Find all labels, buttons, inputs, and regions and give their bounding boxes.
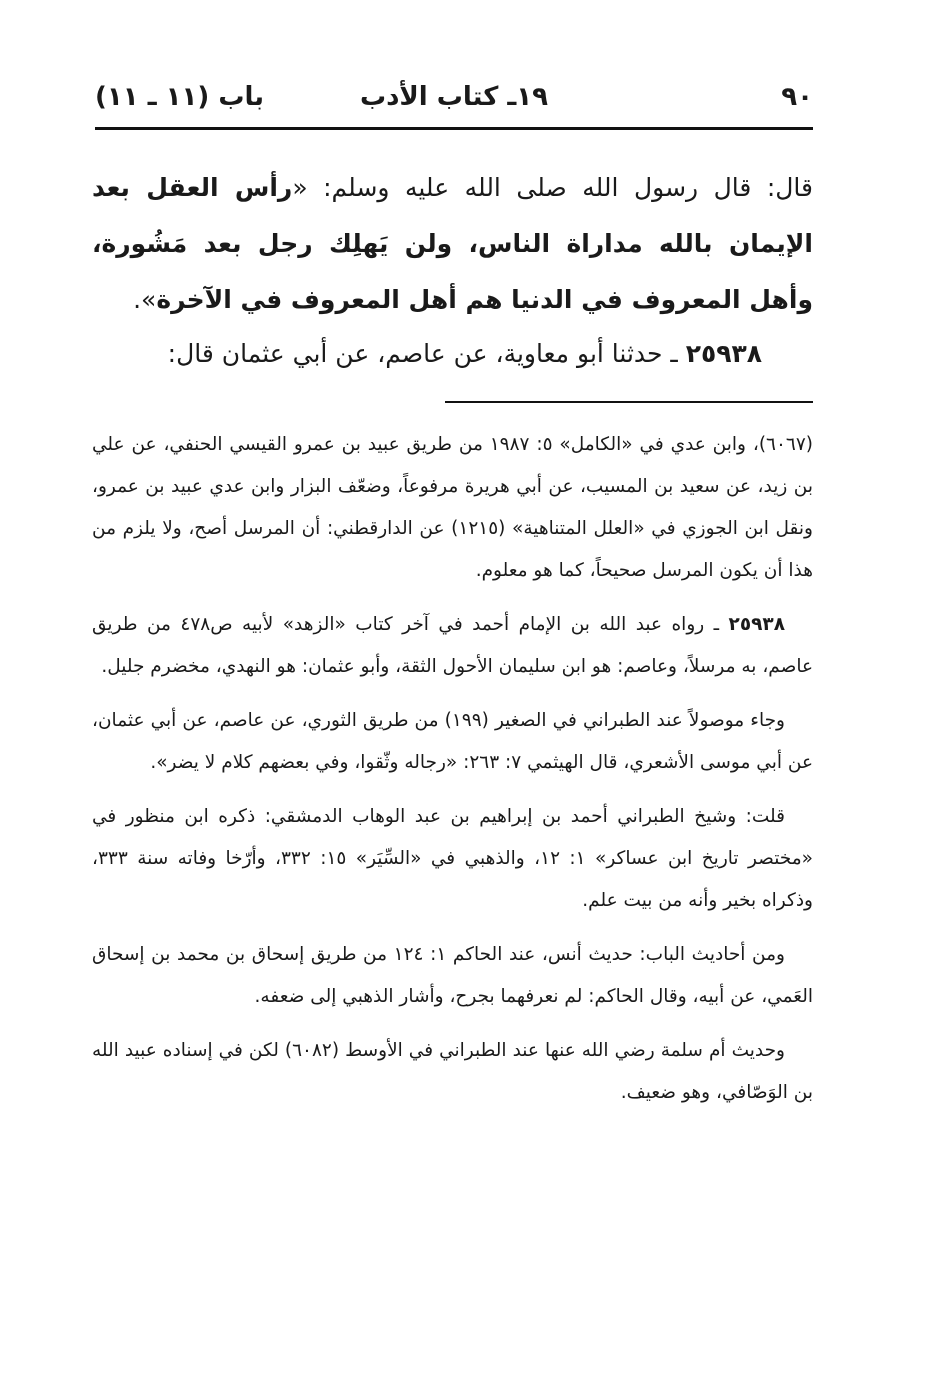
footnote-text: وحديث أم سلمة رضي الله عنها عند الطبراني في الأوسط (٦٠٨٢) لكن في إسناده عبيد الله بن الوَصّافي، وهو ضعيف. bbox=[92, 1040, 813, 1103]
hadith-quote: رأس العقل بعد الإيمان بالله مداراة الناس، ولن يَهلِك رجل بعد مَشُورة، وأهل المعروف في الدنيا هم أهل المعروف في الآخرة bbox=[92, 173, 813, 314]
running-header bbox=[95, 82, 813, 122]
footnote-paragraph bbox=[92, 934, 813, 1018]
hadith-closing: ». bbox=[133, 285, 157, 314]
footnote-paragraph bbox=[92, 796, 813, 922]
footnotes bbox=[92, 424, 813, 1126]
hadith-number: ٢٥٩٣٨ bbox=[685, 339, 762, 368]
footnote-text: وجاء موصولاً عند الطبراني في الصغير (١٩٩) من طريق الثوري، عن عاصم، عن أبي عثمان، عن أبي موسى الأشعري، قال الهيثمي ٧: ٢٦٣: «رجاله وثّقوا، وفي بعضهم كلام لا يضر». bbox=[92, 710, 813, 773]
footnote-paragraph bbox=[92, 700, 813, 784]
footnote-text: ـ رواه عبد الله بن الإمام أحمد في آخر كتاب «الزهد» لأبيه ص٤٧٨ من طريق عاصم، به مرسلاً، وعاصم: هو ابن سليمان الأحول الثقة، وأبو عثمان: هو النهدي، مخضرم جليل. bbox=[92, 614, 813, 677]
header-rule bbox=[95, 127, 813, 130]
page-number: ٩٠ bbox=[781, 82, 813, 112]
footnote-number: ٢٥٩٣٨ bbox=[728, 614, 785, 635]
footnote-text: قلت: وشيخ الطبراني أحمد بن إبراهيم بن عبد الوهاب الدمشقي: ذكره ابن منظور في «مختصر تاريخ ابن عساكر» ١: ١٢، والذهبي في «السِّيَر» ١٥: ٣٣٢، وأرّخا وفاته سنة ٣٣٣، وذكراه بخير وأنه من بيت علم. bbox=[92, 806, 813, 911]
footnote-separator bbox=[445, 401, 813, 403]
main-text bbox=[92, 160, 813, 328]
footnote-text: ومن أحاديث الباب: حديث أنس، عند الحاكم ١: ١٢٤ من طريق إسحاق بن محمد بن إسحاق العَمي، عن أبيه، وقال الحاكم: لم نعرفهما بجرح، وأشار الذهبي إلى ضعفه. bbox=[92, 944, 813, 1007]
footnote-paragraph bbox=[92, 424, 813, 592]
chapter-label: باب (١١ ـ ١١) bbox=[95, 82, 264, 112]
footnote-text: (٦٠٦٧)، وابن عدي في «الكامل» ٥: ١٩٨٧ من طريق عبيد بن عمرو القيسي الحنفي، عن علي بن زيد، عن سعيد بن المسيب، عن أبي هريرة مرفوعاً، وضعّف البزار وابن عدي عبيد بن عمرو، ونقل ابن الجوزي في «العلل المتناهية» (١٢١٥) عن الدارقطني: أن المرسل أصح، ولا يلزم من هذا أن يكون المرسل صحيحاً، كما هو معلوم. bbox=[92, 434, 814, 581]
hadith-intro: قال: قال رسول الله صلى الله عليه وسلم: « bbox=[292, 173, 813, 202]
footnote-paragraph bbox=[92, 1030, 813, 1114]
hadith-heading bbox=[92, 330, 762, 378]
book-title: ١٩ـ كتاب الأدب bbox=[359, 82, 549, 112]
footnote-paragraph bbox=[92, 604, 813, 688]
hadith-chain: ـ حدثنا أبو معاوية، عن عاصم، عن أبي عثمان قال: bbox=[167, 339, 686, 368]
